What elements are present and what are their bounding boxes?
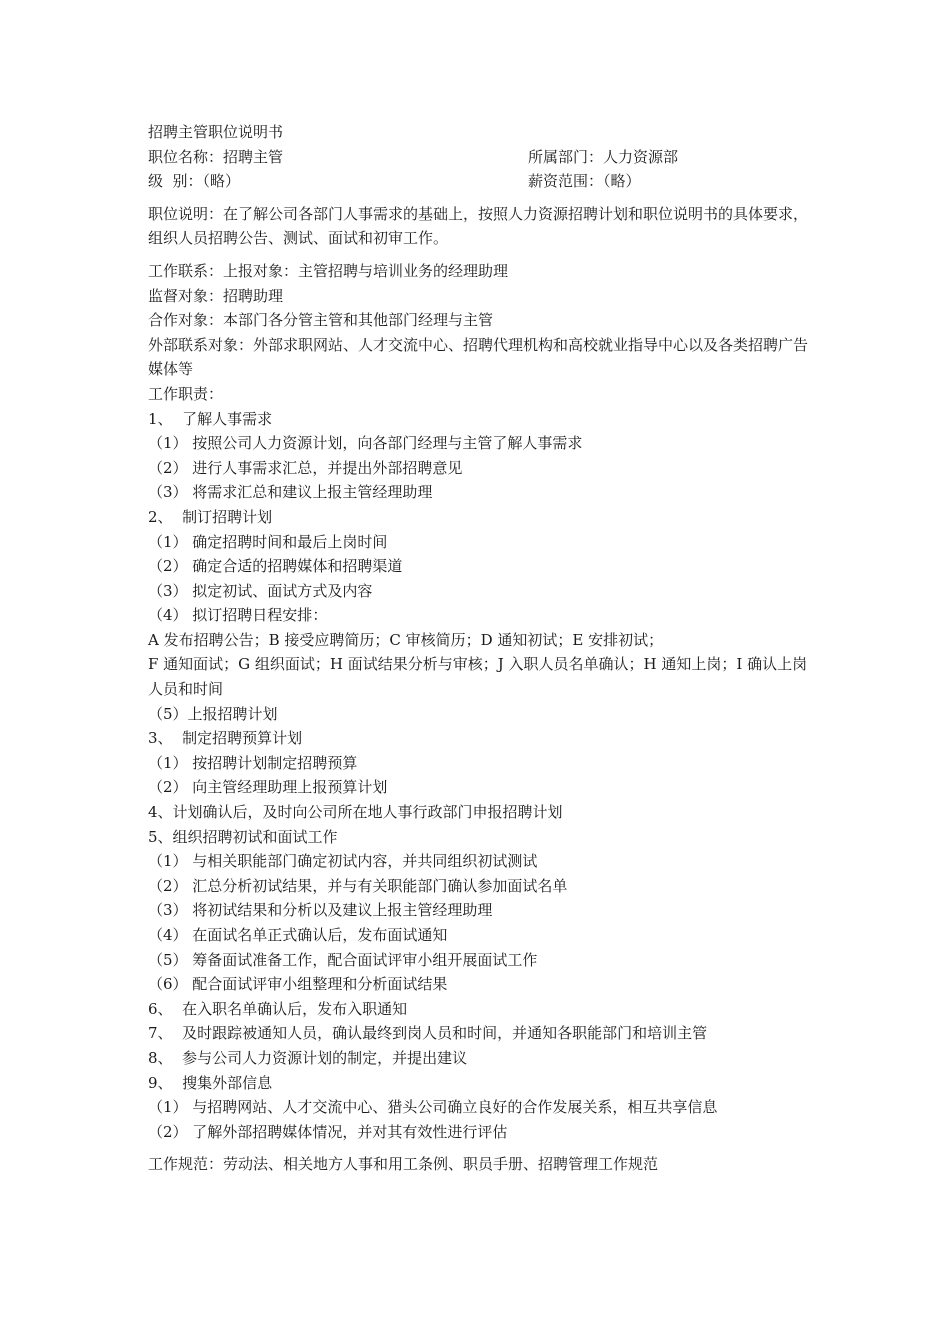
duty-item: 3、 制定招聘预算计划 [148, 729, 303, 748]
external-contacts: 外部联系对象：外部求职网站、人才交流中心、招聘代理机构和高校就业指导中心以及各类招聘广告媒体等 [148, 335, 809, 379]
duty-item: （1） 按照公司人力资源计划，向各部门经理与主管了解人事需求 [148, 434, 583, 453]
duty-item: （2） 了解外部招聘媒体情况，并对其有效性进行评估 [148, 1122, 508, 1141]
duty-item: 5、组织招聘初试和面试工作 [148, 827, 338, 846]
duty-item: （1） 确定招聘时间和最后上岗时间 [148, 532, 388, 551]
duty-item: （1） 按招聘计划制定招聘预算 [148, 753, 358, 772]
supervise: 监督对象：招聘助理 [148, 286, 284, 305]
job-description-document [148, 120, 818, 1177]
duty-item: （3） 将需求汇总和建议上报主管经理助理 [148, 483, 433, 502]
duty-item: （2） 进行人事需求汇总，并提出外部招聘意见 [148, 458, 463, 477]
department: 所属部门：人力资源部 [528, 147, 679, 166]
duty-item: （6） 配合面试评审小组整理和分析面试结果 [148, 975, 448, 994]
report-to: 工作联系：上报对象：主管招聘与培训业务的经理助理 [148, 261, 509, 280]
duty-item: 7、 及时跟踪被通知人员，确认最终到岗人员和时间，并通知各职能部门和培训主管 [148, 1024, 708, 1043]
duty-item: （5）上报招聘计划 [148, 704, 278, 723]
duty-item: 4、计划确认后，及时向公司所在地人事行政部门申报招聘计划 [148, 803, 563, 822]
info-row-1 [148, 145, 818, 170]
duty-item: （3） 将初试结果和分析以及建议上报主管经理助理 [148, 901, 493, 920]
duty-item: 2、 制订招聘计划 [148, 507, 273, 526]
duty-item: （2） 汇总分析初试结果，并与有关职能部门确认参加面试名单 [148, 876, 568, 895]
duty-item: （4） 在面试名单正式确认后，发布面试通知 [148, 926, 448, 944]
duty-item: （5） 筹备面试准备工作，配合面试评审小组开展面试工作 [148, 950, 538, 969]
duty-item: F 通知面试；G 组织面试；H 面试结果分析与审核；J 入职人员名单确认；H 通知上岗；I 确认上岗人员和时间 [148, 655, 808, 699]
duty-item: 8、 参与公司人力资源计划的制定，并提出建议 [148, 1048, 468, 1067]
document-title: 招聘主管职位说明书 [148, 123, 284, 141]
info-row-2 [148, 169, 818, 194]
duty-item: （1） 与相关职能部门确定初试内容，并共同组织初试测试 [148, 852, 538, 871]
duty-item: （4） 拟订招聘日程安排： [148, 606, 328, 625]
duty-item: A 发布招聘公告；B 接受应聘简历；C 审核简历；D 通知初试；E 安排初试； [148, 630, 664, 649]
duty-item: 6、 在入职名单确认后，发布入职通知 [148, 999, 408, 1018]
duty-item: 1、 了解人事需求 [148, 409, 273, 428]
salary-range: 薪资范围：（略） [528, 172, 641, 191]
work-norms: 工作规范：劳动法、相关地方人事和用工条例、职员手册、招聘管理工作规范 [148, 1155, 659, 1174]
duty-item: 9、 搜集外部信息 [148, 1073, 273, 1092]
duty-item: （3） 拟定初试、面试方式及内容 [148, 581, 373, 600]
level: 级 别：（略） [148, 172, 241, 191]
duty-item: （2） 确定合适的招聘媒体和招聘渠道 [148, 557, 403, 576]
position-name: 职位名称：招聘主管 [148, 147, 284, 166]
position-description: 职位说明：在了解公司各部门人事需求的基础上，按照人力资源招聘计划和职位说明书的具体要求，组织人员招聘公告、测试、面试和初审工作。 [148, 204, 809, 248]
duties-heading: 工作职责： [148, 384, 224, 403]
cooperate: 合作对象：本部门各分管主管和其他部门经理与主管 [148, 311, 494, 330]
duty-item: （2） 向主管经理助理上报预算计划 [148, 778, 388, 797]
duty-item: （1） 与招聘网站、人才交流中心、猎头公司确立良好的合作发展关系，相互共享信息 [148, 1098, 718, 1117]
